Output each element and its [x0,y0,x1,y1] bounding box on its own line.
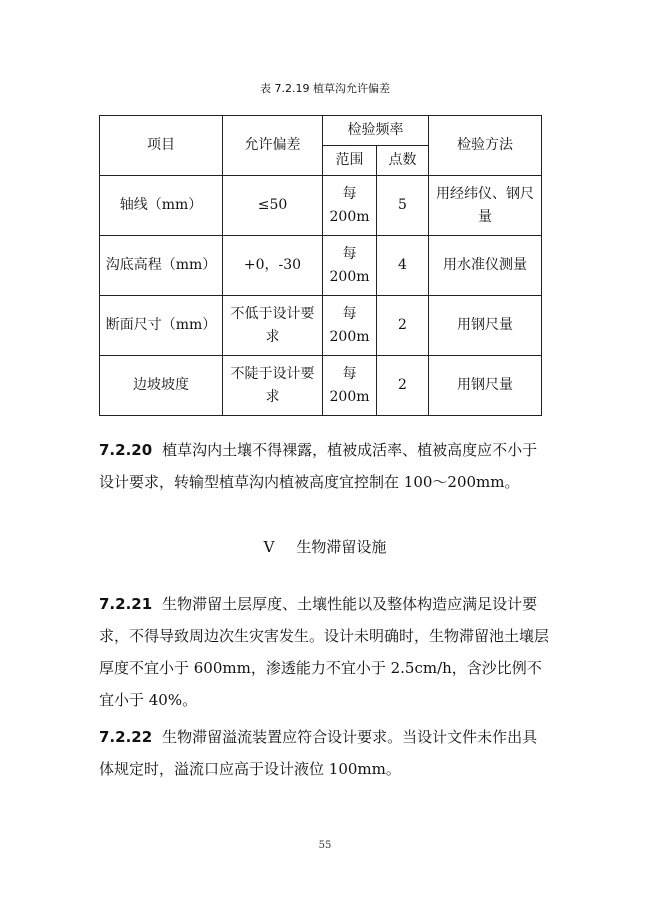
table-row [100,176,542,236]
cell-method: 用水准仪测量 [429,236,542,296]
clause-7-2-20 [99,434,551,498]
clause-7-2-21 [99,588,551,716]
tolerance-table [99,115,542,416]
cell-method: 用经纬仪、钢尺量 [429,176,542,236]
cell-range: 每 200m [323,236,377,296]
cell-points: 2 [377,296,429,356]
section-roman-numeral: V [263,538,275,556]
header-tolerance: 允许偏差 [223,116,323,176]
clause-7-2-22 [99,721,551,785]
table-row [100,296,542,356]
header-range: 范围 [323,146,377,176]
cell-item: 断面尺寸（mm） [100,296,223,356]
cell-method: 用钢尺量 [429,296,542,356]
cell-tolerance: 不低于设计要求 [223,296,323,356]
clause-text: 生物滞留溢流装置应符合设计要求。当设计文件未作出具体规定时，溢流口应高于设计液位 100mm。 [99,728,538,778]
clause-number: 7.2.20 [99,441,153,459]
cell-points: 4 [377,236,429,296]
cell-range: 每 200m [323,176,377,236]
cell-item: 轴线（mm） [100,176,223,236]
cell-points: 2 [377,356,429,416]
cell-points: 5 [377,176,429,236]
cell-method: 用钢尺量 [429,356,542,416]
cell-tolerance: ≤50 [223,176,323,236]
cell-range: 每 200m [323,356,377,416]
cell-item: 沟底高程（mm） [100,236,223,296]
table-row [100,236,542,296]
clause-number: 7.2.21 [99,595,153,613]
cell-item: 边坡坡度 [100,356,223,416]
section-title: 生物滞留设施 [296,538,387,556]
header-method: 检验方法 [429,116,542,176]
cell-tolerance: 不陡于设计要求 [223,356,323,416]
header-item: 项目 [100,116,223,176]
header-frequency: 检验频率 [323,116,429,146]
cell-range: 每 200m [323,296,377,356]
header-points: 点数 [377,146,429,176]
table-row [100,356,542,416]
cell-tolerance: +0，-30 [223,236,323,296]
clause-text: 植草沟内土壤不得裸露，植被成活率、植被高度应不小于设计要求，转输型植草沟内植被高度宜控制在 100～200mm。 [99,441,538,491]
table-caption: 表 7.2.19 植草沟允许偏差 [260,82,390,95]
section-heading [0,536,650,557]
page-number: 55 [318,840,332,851]
clause-number: 7.2.22 [99,728,153,746]
clause-text: 生物滞留土层厚度、土壤性能以及整体构造应满足设计要求，不得导致周边次生灾害发生。设计未明确时，生物滞留池土壤层厚度不宜小于 600mm，渗透能力不宜小于 2.5cm/h，含沙比例不宜小于 40%。 [99,595,550,709]
